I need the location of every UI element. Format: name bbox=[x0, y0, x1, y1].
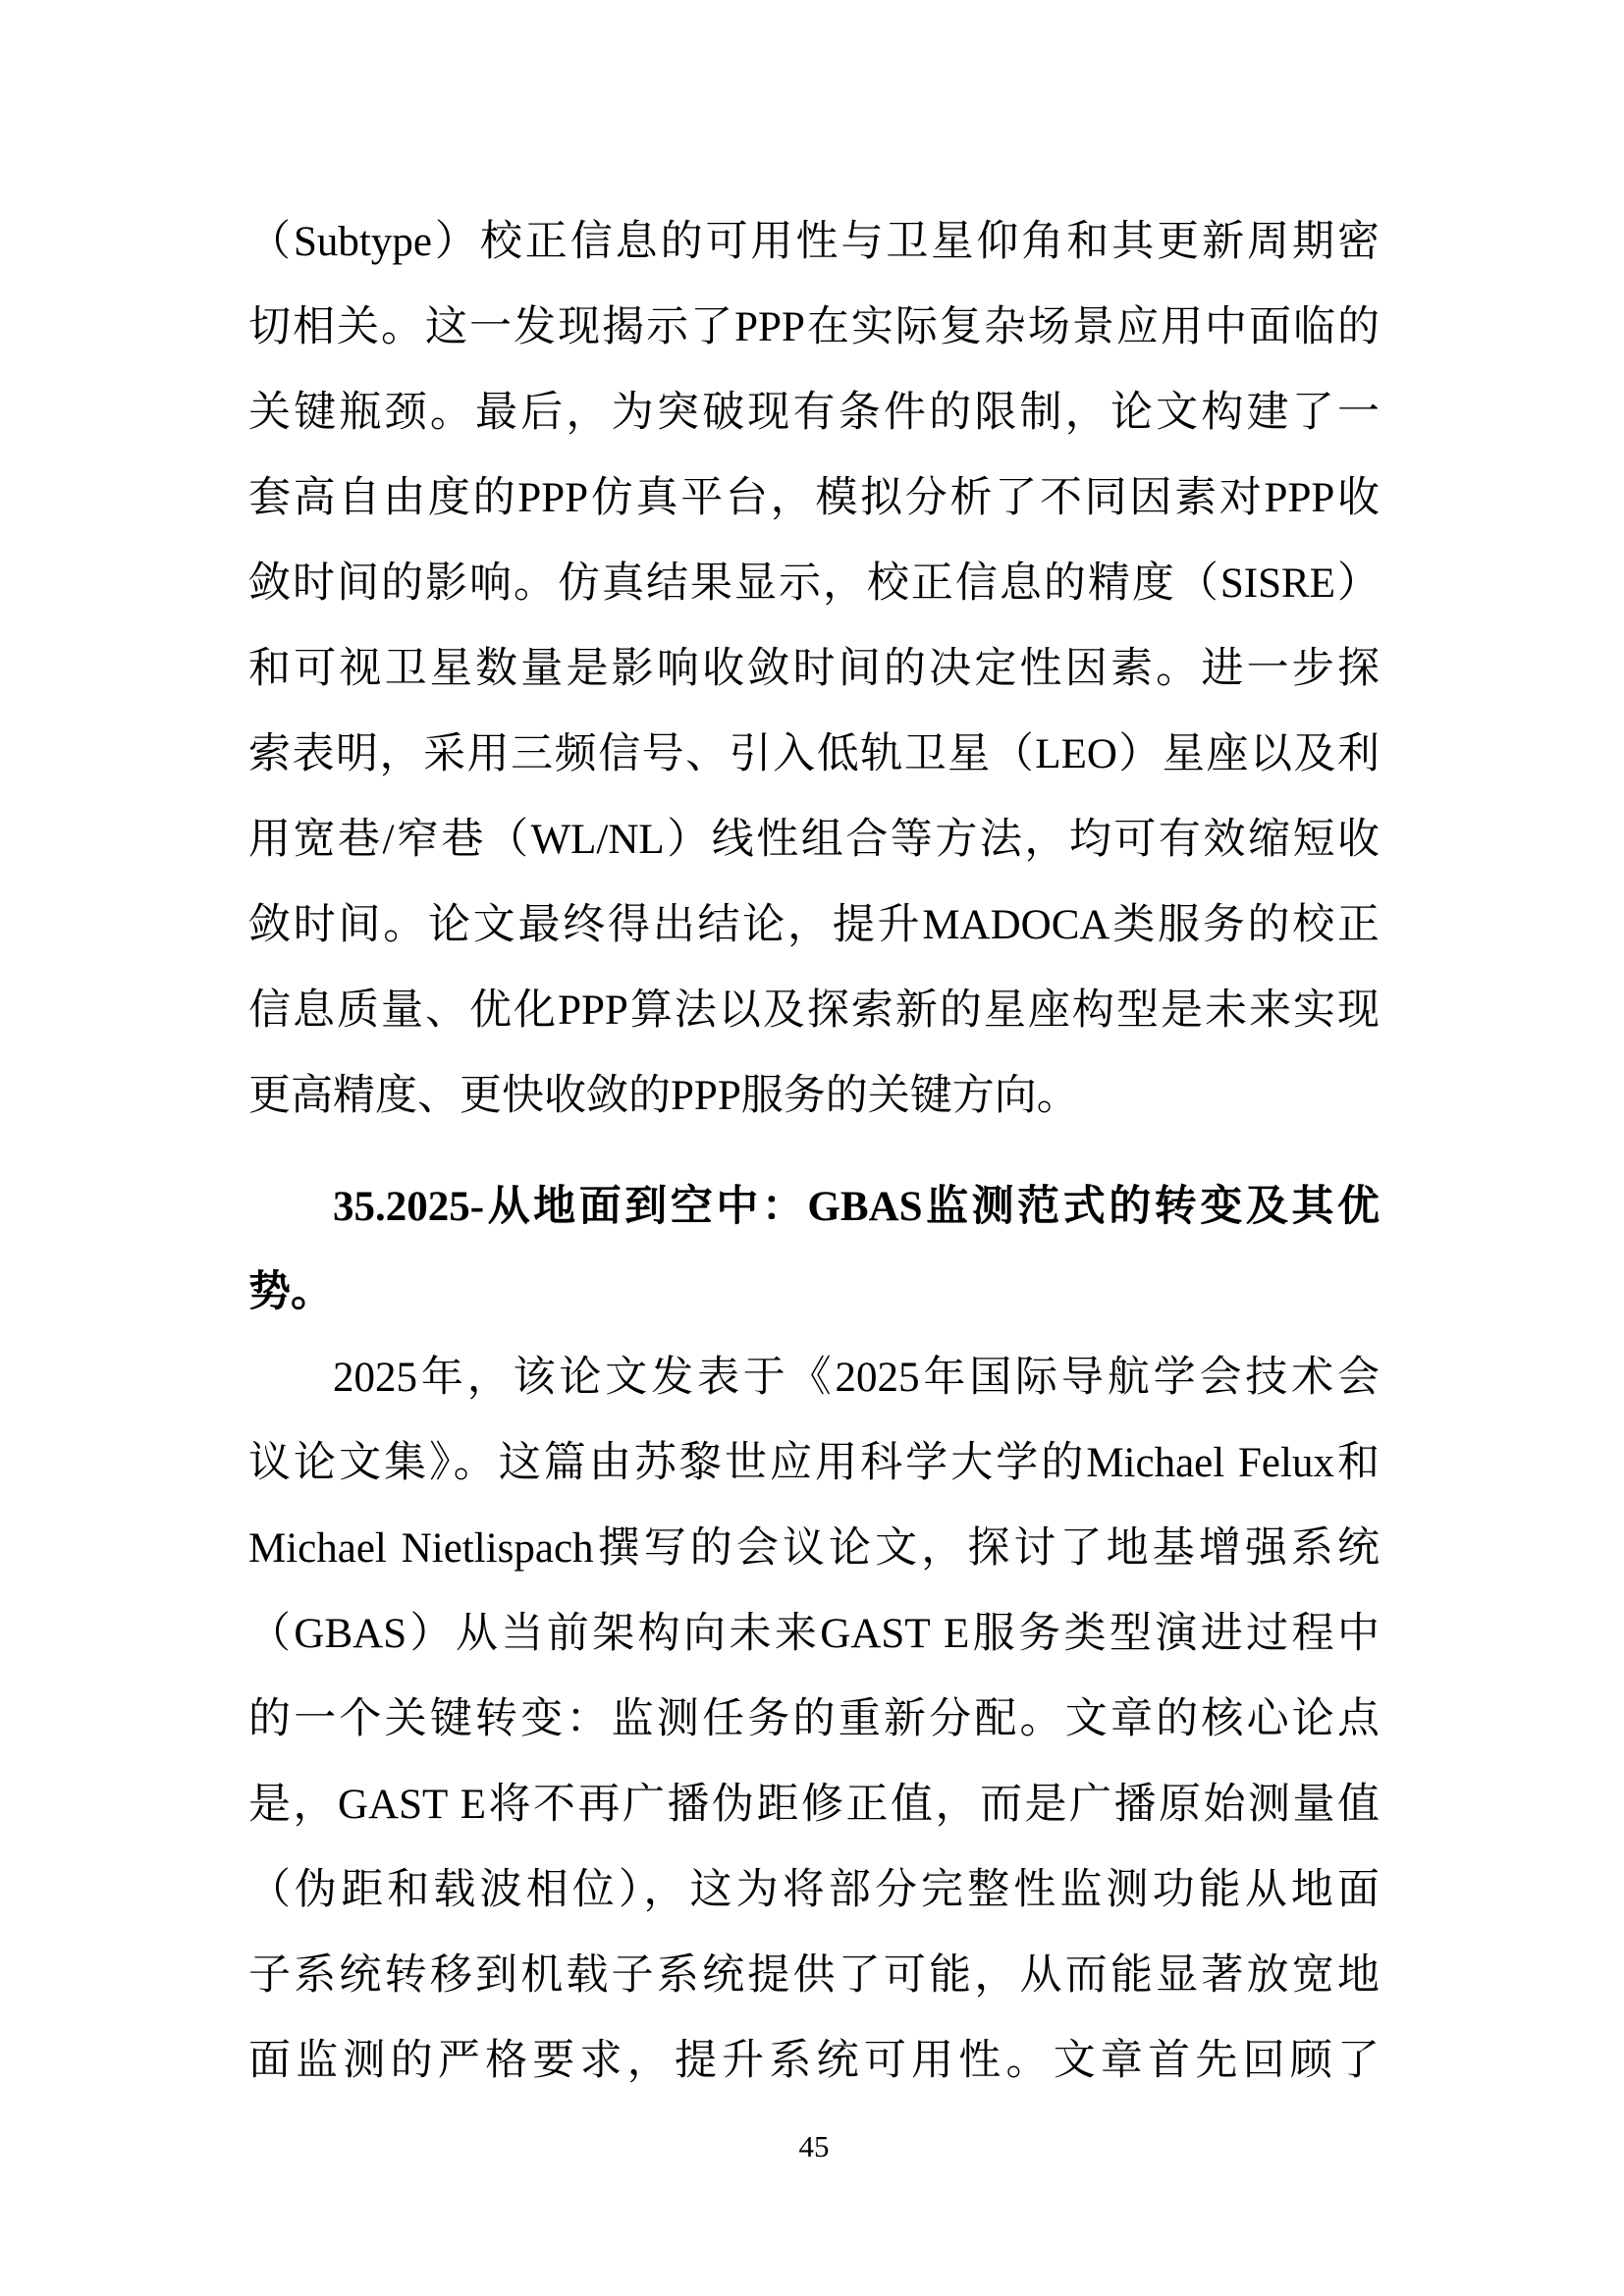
text-line: 面监测的严格要求，提升系统可用性。文章首先回顾了 bbox=[248, 2038, 1380, 2084]
text-line: 敛时间的影响。仿真结果显示，校正信息的精度（SISRE） bbox=[248, 561, 1380, 607]
text-line: 和可视卫星数量是影响收敛时间的决定性因素。进一步探 bbox=[248, 646, 1380, 692]
text-line: 2025年，该论文发表于《2025年国际导航学会技术会 bbox=[333, 1355, 1380, 1401]
text-line: 是，GAST E将不再广播伪距修正值，而是广播原始测量值 bbox=[248, 1782, 1380, 1828]
text-line: 议论文集》。这篇由苏黎世应用科学大学的Michael Felux和 bbox=[248, 1440, 1380, 1486]
text-block bbox=[248, 199, 1380, 2104]
text-line: （伪距和载波相位），这为将部分完整性监测功能从地面 bbox=[248, 1867, 1380, 1913]
text-line: 子系统转移到机载子系统提供了可能，从而能显著放宽地 bbox=[248, 1952, 1380, 1999]
text-line: 势。 bbox=[248, 1269, 333, 1315]
text-line: 信息质量、优化PPP算法以及探索新的星座构型是未来实现 bbox=[248, 988, 1380, 1034]
section-heading-35 bbox=[248, 1164, 1380, 1335]
text-line: 索表明，采用三频信号、引入低轨卫星（LEO）星座以及利 bbox=[248, 731, 1380, 777]
text-line: 用宽巷/窄巷（WL/NL）线性组合等方法，均可有效缩短收 bbox=[248, 817, 1380, 863]
text-line: （Subtype）校正信息的可用性与卫星仰角和其更新周期密 bbox=[248, 219, 1380, 265]
text-line: 关键瓶颈。最后，为突破现有条件的限制，论文构建了一 bbox=[248, 390, 1380, 436]
text-line: （GBAS）从当前架构向未来GAST E服务类型演进过程中 bbox=[248, 1611, 1380, 1657]
paragraph-gbas-summary bbox=[248, 1335, 1380, 2104]
text-line: 的一个关键转变：监测任务的重新分配。文章的核心论点 bbox=[248, 1696, 1380, 1742]
text-line: 更高精度、更快收敛的PPP服务的关键方向。 bbox=[248, 1073, 1079, 1119]
page-number: 45 bbox=[798, 2129, 830, 2163]
text-line: 35.2025-从地面到空中：GBAS监测范式的转变及其优 bbox=[333, 1184, 1380, 1230]
paragraph-ppp-summary bbox=[248, 199, 1380, 1139]
text-line: 切相关。这一发现揭示了PPP在实际复杂场景应用中面临的 bbox=[248, 304, 1380, 350]
text-line: Michael Nietlispach撰写的会议论文，探讨了地基增强系统 bbox=[248, 1525, 1380, 1572]
text-line: 敛时间。论文最终得出结论，提升MADOCA类服务的校正 bbox=[248, 902, 1380, 948]
text-line: 套高自由度的PPP仿真平台，模拟分析了不同因素对PPP收 bbox=[248, 475, 1380, 521]
